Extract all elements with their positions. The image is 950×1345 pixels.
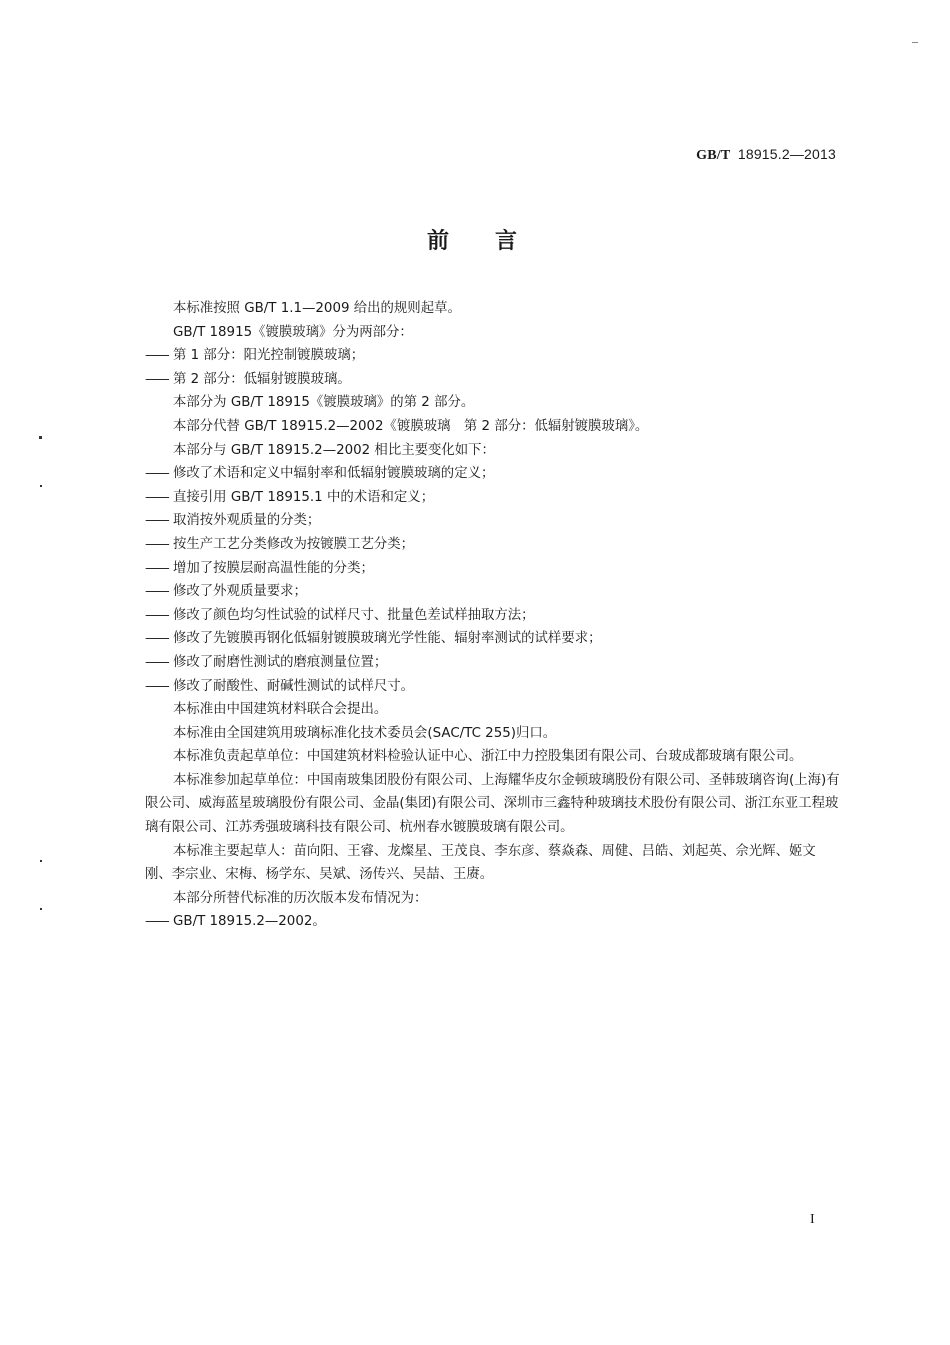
standard-number	[696, 146, 836, 164]
paragraph	[145, 840, 840, 887]
paragraph	[145, 321, 840, 345]
scan-artifact	[912, 42, 918, 43]
list-dash: ——	[145, 560, 168, 576]
paragraph	[145, 439, 840, 463]
list-dash: ——	[145, 607, 168, 623]
paragraph	[145, 391, 840, 415]
paragraph	[145, 415, 840, 439]
list-item	[145, 910, 840, 934]
list-dash: ——	[145, 584, 168, 600]
paragraph-text: 按生产工艺分类修改为按镀膜工艺分类；	[173, 536, 415, 552]
scan-dot	[40, 860, 42, 862]
list-dash: ——	[145, 654, 168, 670]
paragraph-text: 修改了先镀膜再钢化低辐射镀膜玻璃光学性能、辐射率测试的试样要求；	[173, 631, 602, 647]
list-dash: ——	[145, 371, 168, 387]
paragraph	[145, 722, 840, 746]
paragraph-text: 本标准由中国建筑材料联合会提出。	[173, 702, 388, 718]
paragraph-text: 本部分代替 GB/T 18915.2—2002《镀膜玻璃 第 2 部分：低辐射镀膜玻璃》。	[173, 418, 649, 434]
list-item	[145, 675, 840, 699]
paragraph-text: 本部分为 GB/T 18915《镀膜玻璃》的第 2 部分。	[173, 395, 475, 411]
list-item	[145, 651, 840, 675]
list-item	[145, 533, 840, 557]
list-item	[145, 486, 840, 510]
paragraph-text: 本标准由全国建筑用玻璃标准化技术委员会(SAC/TC 255)归口。	[173, 725, 557, 741]
standard-prefix: GB/T	[696, 148, 731, 163]
list-dash: ——	[145, 348, 168, 364]
paragraph	[145, 698, 840, 722]
list-item	[145, 344, 840, 368]
paragraph-text: 第 2 部分：低辐射镀膜玻璃。	[173, 371, 351, 387]
paragraph-text: 本标准负责起草单位：中国建筑材料检验认证中心、浙江中力控股集团有限公司、台玻成都玻璃有限公司。	[173, 749, 803, 765]
list-dash: ——	[145, 536, 168, 552]
paragraph-text: 修改了耐磨性测试的磨痕测量位置；	[173, 654, 388, 670]
paragraph	[145, 887, 840, 911]
list-item	[145, 580, 840, 604]
page-number: I	[810, 1212, 815, 1227]
list-item	[145, 604, 840, 628]
paragraph	[145, 745, 840, 769]
paragraph-text: 修改了术语和定义中辐射率和低辐射镀膜玻璃的定义；	[173, 466, 495, 482]
paragraph-text: 增加了按膜层耐高温性能的分类；	[173, 560, 374, 576]
paragraph-text: 修改了耐酸性、耐碱性测试的试样尺寸。	[173, 678, 415, 694]
list-dash: ——	[145, 914, 168, 930]
paragraph-text: 本标准主要起草人：苗向阳、王睿、龙燦星、王茂良、李东彦、蔡焱森、周健、吕皓、刘起英、佘光辉、姬文刚、李宗业、宋梅、杨学东、吴斌、汤传兴、吴喆、王赓。	[145, 843, 816, 883]
list-dash: ——	[145, 489, 168, 505]
paragraph	[145, 769, 840, 840]
list-item	[145, 557, 840, 581]
paragraph	[145, 297, 840, 321]
paragraph-text: 本标准参加起草单位：中国南玻集团股份有限公司、上海耀华皮尔金顿玻璃股份有限公司、圣韩玻璃咨询(上海)有限公司、威海蓝星玻璃股份有限公司、金晶(集团)有限公司、深圳市三鑫特种玻璃技术股份有限公司、浙江东亚工程玻璃有限公司、江苏秀强玻璃科技有限公司、杭州春水镀膜玻璃有限公司。	[145, 772, 840, 836]
list-item	[145, 627, 840, 651]
paragraph-text: 取消按外观质量的分类；	[173, 513, 321, 529]
list-item	[145, 462, 840, 486]
paragraph-text: 修改了颜色均匀性试验的试样尺寸、批量色差试样抽取方法；	[173, 607, 535, 623]
standard-code: 18915.2—2013	[737, 146, 836, 162]
paragraph-text: 修改了外观质量要求；	[173, 584, 307, 600]
scan-dot	[40, 485, 42, 487]
list-dash: ——	[145, 678, 168, 694]
list-dash: ——	[145, 466, 168, 482]
list-dash: ——	[145, 513, 168, 529]
scan-dot	[40, 908, 42, 910]
list-item	[145, 368, 840, 392]
paragraph-text: 第 1 部分：阳光控制镀膜玻璃；	[173, 348, 365, 364]
paragraph-text: GB/T 18915.2—2002。	[173, 914, 326, 930]
paragraph-text: 直接引用 GB/T 18915.1 中的术语和定义；	[173, 489, 435, 505]
list-item	[145, 509, 840, 533]
foreword-body	[145, 297, 840, 934]
page-title: 前言	[426, 229, 563, 254]
paragraph-text: 本标准按照 GB/T 1.1—2009 给出的规则起草。	[173, 301, 461, 316]
paragraph-text: 本部分所替代标准的历次版本发布情况为：	[173, 890, 428, 906]
paragraph-text: 本部分与 GB/T 18915.2—2002 相比主要变化如下：	[173, 442, 495, 458]
scan-dot	[39, 436, 42, 439]
paragraph-text: GB/T 18915《镀膜玻璃》分为两部分：	[173, 324, 413, 340]
list-dash: ——	[145, 631, 168, 647]
